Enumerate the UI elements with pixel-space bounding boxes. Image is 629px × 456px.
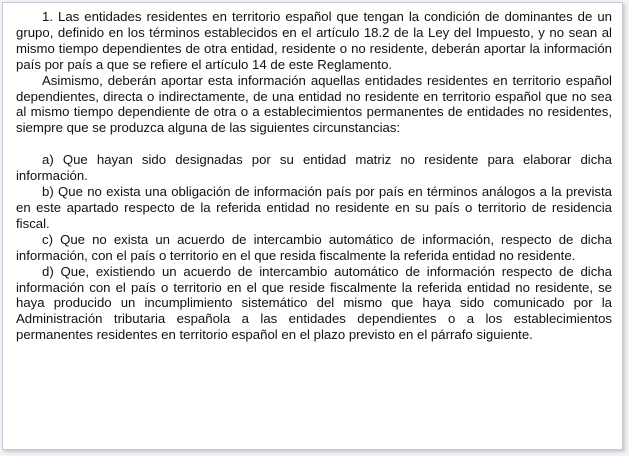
item-c: c) Que no exista un acuerdo de intercambio automático de información, respecto de dicha información, con el país o territorio en el que resida fiscalmente la referida entidad no residente.: [16, 231, 612, 263]
paragraph-1: 1. Las entidades residentes en territorio español que tengan la condición de dominantes de un grupo, definido en los términos establecidos en el artículo 18.2 de la Ley del Impuesto, y no sean al mismo tiempo dependientes de otra entidad, residente o no residente, deberán aportar la información país por país a que se refiere el artículo 14 de este Reglamento.: [16, 9, 612, 72]
item-a: a) Que hayan sido designadas por su entidad matriz no residente para elaborar dicha información.: [16, 152, 612, 184]
document-frame: [2, 2, 623, 450]
paragraph-asimismo: Asimismo, deberán aportar esta información aquellas entidades residentes en territorio español dependientes, directa o indirectamente, de una entidad no residente en territorio español que no sea al mismo tiempo dependiente de otra o a establecimientos permanentes de entidades no residentes, siempre que se produzca alguna de las siguientes circunstancias:: [16, 72, 612, 136]
document-body: [16, 9, 612, 343]
item-b: b) Que no exista una obligación de información país por país en términos análogos a la prevista en este apartado respecto de la referida entidad no residente en su país o territorio de residencia fiscal.: [16, 184, 612, 231]
item-d: d) Que, existiendo un acuerdo de intercambio automático de información respecto de dicha información con el país o territorio en el que reside fiscalmente la referida entidad no residente, se haya producido un incumplimiento sistemático del mismo que haya sido comunicado por la Administración tributaria española a las entidades dependientes o a los establecimientos permanentes residentes en territorio español en el plazo previsto en el párrafo siguiente.: [16, 263, 612, 343]
